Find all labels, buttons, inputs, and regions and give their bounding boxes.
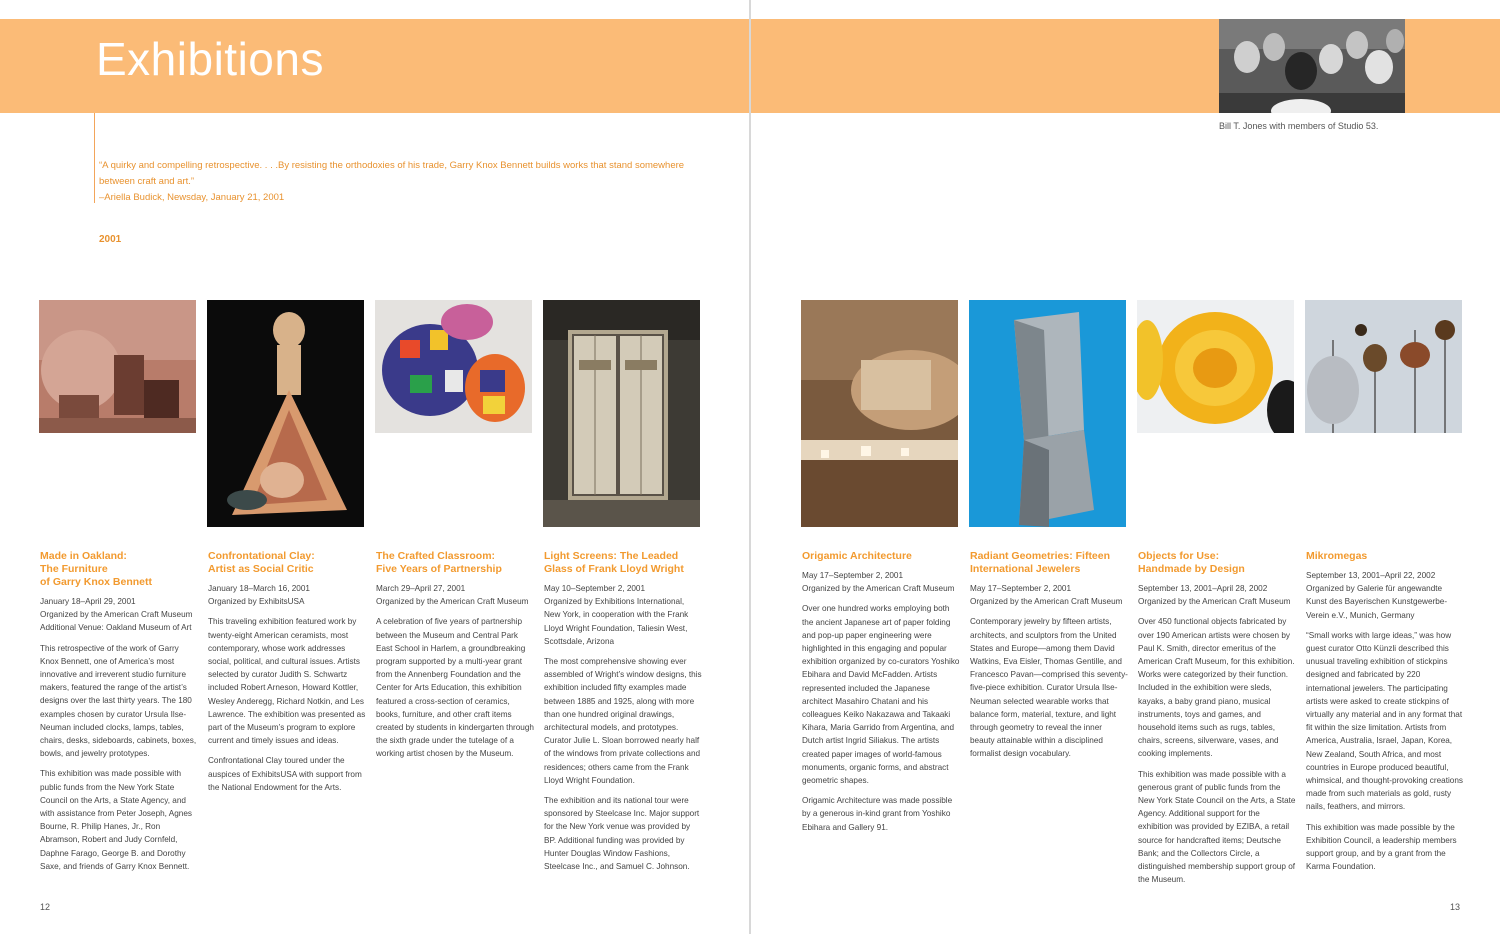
exhibition-title: Radiant Geometries: Fifteen International Jewelers [970, 550, 1111, 575]
exhibition-organizer: Organized by the American Craft Museum [970, 597, 1123, 607]
exhibition-details [208, 582, 366, 801]
exhibition-description: The most comprehensive showing ever assembled of Wright’s window designs, this exhibition included fifty examples made between 1885 and 1925, along with more than one hundred original drawings, architectural models, and prototypes. Curator Julie L. Sloan borrowed nearly half of the windows from private collections and residences; others came from the Frank Lloyd Wright Foundation. [544, 657, 702, 785]
exhibition-description: Over 450 functional objects fabricated by over 190 American artists were chosen by Paul K. Smith, director emeritus of the American Craft Museum, for this exhibition. Works were categorized by their function. Included in the exhibition were sleds, kayaks, a baby grand piano, musical instruments, toys and games, and household items such as rugs, tables, chairs, screens, silverware, vases, and cooking implements. [1138, 617, 1295, 759]
exhibition-title: Light Screens: The Leaded Glass of Frank Lloyd Wright [544, 550, 684, 575]
quote-source: –Ariella Budick, Newsday, January 21, 2001 [99, 192, 285, 203]
exhibition-details [802, 569, 960, 841]
exhibition-description: This retrospective of the work of Garry Knox Bennett, one of America’s most innovative and irreverent studio furniture makers, featured the range of the artist’s designs over the last thirty years. The 180 examples chosen by curator Ursula Ilse-Neuman included clocks, lamps, tables, chairs, desks, sideboards, cabinets, boxes, bowls, and jewelry prototypes. [40, 643, 197, 759]
exhibition-organizer: Organized by the American Craft Museum [376, 597, 529, 607]
exhibition-title: Confrontational Clay: Artist as Social Critic [208, 550, 315, 575]
exhibition-dates: March 29–April 27, 2001 [376, 584, 466, 593]
exhibition-support: This exhibition was made possible with a generous grant of public funds from the New York State Council on the Arts, a State Agency. Additional support for the exhibition was provided by EZIBA, a retail source for handcrafted items; Deutsche Bank; and the Collectors Circle, a distinguished membership support group of the Museum. [1138, 769, 1296, 885]
exhibition-description: This traveling exhibition featured work by twenty-eight American ceramists, most contemporary, whose work addresses social, political, and cultural issues. Artists selected by curator Judith S. Schwartz included Robert Arneson, Howard Kottler, Wesley Anderegg, Richard Notkin, and Les Lawrence. The exhibition was presented as part of the Museum’s program to explore current and timely issues and ideas. [208, 617, 366, 746]
exhibition-organizer: Organized by Galerie für angewandte Kunst des Bayerischen Kunstgewerbe-Verein e.V., Munich, Germany [1306, 584, 1448, 620]
exhibition-organizer: Organized by the American Craft Museum [1138, 597, 1291, 607]
exhibition-title: The Crafted Classroom: Five Years of Partnership [376, 550, 502, 575]
page-number-left: 12 [40, 902, 51, 912]
exhibition-details [40, 595, 198, 880]
studio-group-photo [1219, 19, 1405, 113]
year-heading: 2001 [99, 234, 122, 245]
exhibition-support: Origamic Architecture was made possible by a generous in-kind grant from Yoshiko Ebihara and Gallery 91. [802, 796, 953, 832]
exhibition-details [544, 582, 702, 880]
exhibition-details [376, 582, 534, 768]
exhibition-description: Over one hundred works employing both the ancient Japanese art of paper folding and pop-up paper engineering were highlighted in this engaging and popular exhibition organized by co-curators Yoshiko Ebihara and David McFadden. Artists represented included the Japanese architect Masahiro Chatani and his colleagues Keiko Nakazawa and Takaaki Kihara, Maria Garrido from Argentina, and Dutch artist Ingrid Siliakus. The artists created paper images of world-famous monuments, organic forms, and abstract geometric shapes. [802, 604, 960, 786]
exhibition-organizer: Organized by the American Craft Museum Additional Venue: Oakland Museum of Art [40, 610, 193, 633]
page-title: Exhibitions [96, 33, 324, 85]
exhibition-dates: May 10–September 2, 2001 [544, 584, 646, 593]
photo-origamic-architecture [801, 300, 958, 527]
photo-crafted-classroom [375, 300, 532, 433]
photo-made-in-oakland [39, 300, 196, 433]
exhibition-details [1306, 569, 1464, 880]
exhibition-description: “Small works with large ideas,” was how guest curator Otto Künzli described this unusual traveling exhibition of stickpins designed and fabricated by 220 international jewelers. The participating artists were asked to create stickpins of virtually any material and in any format that fit within the size limitation. Artists from America, Australia, Israel, Japan, Korea, New Zealand, South Africa, and most countries in Europe produced beautiful, whimsical, and thought-provoking creations made from such materials as gold, rusty nails, feathers, and mirrors. [1306, 630, 1464, 812]
exhibition-support: Confrontational Clay toured under the auspices of ExhibitsUSA with support from the National Endowment for the Arts. [208, 756, 362, 792]
page-gutter [749, 0, 751, 934]
photo-radiant-geometries [969, 300, 1126, 527]
exhibition-organizer: Organized by ExhibitsUSA [208, 597, 305, 607]
exhibition-organizer: Organized by the American Craft Museum [802, 584, 955, 594]
exhibition-dates: September 13, 2001–April 28, 2002 [1138, 584, 1268, 593]
quote-rule [94, 113, 95, 203]
quote-text: “A quirky and compelling retrospective. . . .By resisting the orthodoxies of his trade, Garry Knox Bennett builds works that stand somewhere between craft and art.” [99, 160, 685, 187]
exhibition-support: The exhibition and its national tour were sponsored by Steelcase Inc. Major support for the New York venue was provided by BP. Additional funding was provided by Hunter Douglas Window Fashions, Steelcase Inc., and Samuel C. Johnson. [544, 796, 700, 872]
exhibition-support: This exhibition was made possible by the Exhibition Council, a leadership members support group, and by a grant from the Karma Foundation. [1306, 822, 1457, 872]
photo-confrontational-clay [207, 300, 364, 527]
exhibition-description: A celebration of five years of partnership between the Museum and Central Park East School in Harlem, a groundbreaking program supported by a multi-year grant from the Annenberg Foundation and the Center for Arts Education, this exhibition featured a cross-section of ceramics, books, furniture, and other craft items created by students in kindergarten through the sixth grade under the tutelage of a working artist chosen by the Museum. [376, 617, 534, 759]
exhibition-details [1138, 582, 1296, 893]
photo-light-screens [543, 300, 700, 527]
exhibition-organizer: Organized by Exhibitions International, New York, in cooperation with the Frank Lloyd Wright Foundation, Taliesin West, Scottsdale, Arizona [544, 597, 689, 646]
exhibition-title: Objects for Use: Handmade by Design [1138, 550, 1245, 575]
exhibition-title: Origamic Architecture [802, 550, 912, 562]
exhibition-dates: May 17–September 2, 2001 [970, 584, 1072, 593]
exhibition-title: Made in Oakland: The Furniture of Garry Knox Bennett [40, 550, 153, 588]
photo-caption: Bill T. Jones with members of Studio 53. [1219, 121, 1379, 131]
photo-objects-for-use [1137, 300, 1294, 433]
review-quote [99, 158, 699, 206]
page-number-right: 13 [1450, 902, 1461, 912]
exhibition-dates: January 18–April 29, 2001 [40, 597, 136, 606]
exhibition-support: This exhibition was made possible with public funds from the New York State Council on the Arts, a State Agency, and with assistance from Peter Joseph, Agnes Bourne, R. Philip Hanes, Jr., Ron Abramson, Robert and Judy Cornfeld, Daphne Farago, George B. and Dorothy Saxe, and friends of Garry Knox Bennett. [40, 769, 192, 871]
exhibition-title: Mikromegas [1306, 550, 1368, 562]
exhibition-description: Contemporary jewelry by fifteen artists, architects, and sculptors from the United States and Europe—among them David Watkins, Eva Eisler, Thomas Gentille, and Francesco Pavan—comprised this seventy-five-piece exhibition. Curator Ursula Ilse-Neuman selected wearable works that balance form, material, texture, and light through geometry to reveal the inner beauty attainable within a disciplined formalist design vocabulary. [970, 617, 1128, 759]
photo-mikromegas [1305, 300, 1462, 433]
exhibition-dates: May 17–September 2, 2001 [802, 571, 904, 580]
exhibition-details [970, 582, 1128, 768]
exhibition-dates: January 18–March 16, 2001 [208, 584, 310, 593]
exhibition-dates: September 13, 2001–April 22, 2002 [1306, 571, 1436, 580]
